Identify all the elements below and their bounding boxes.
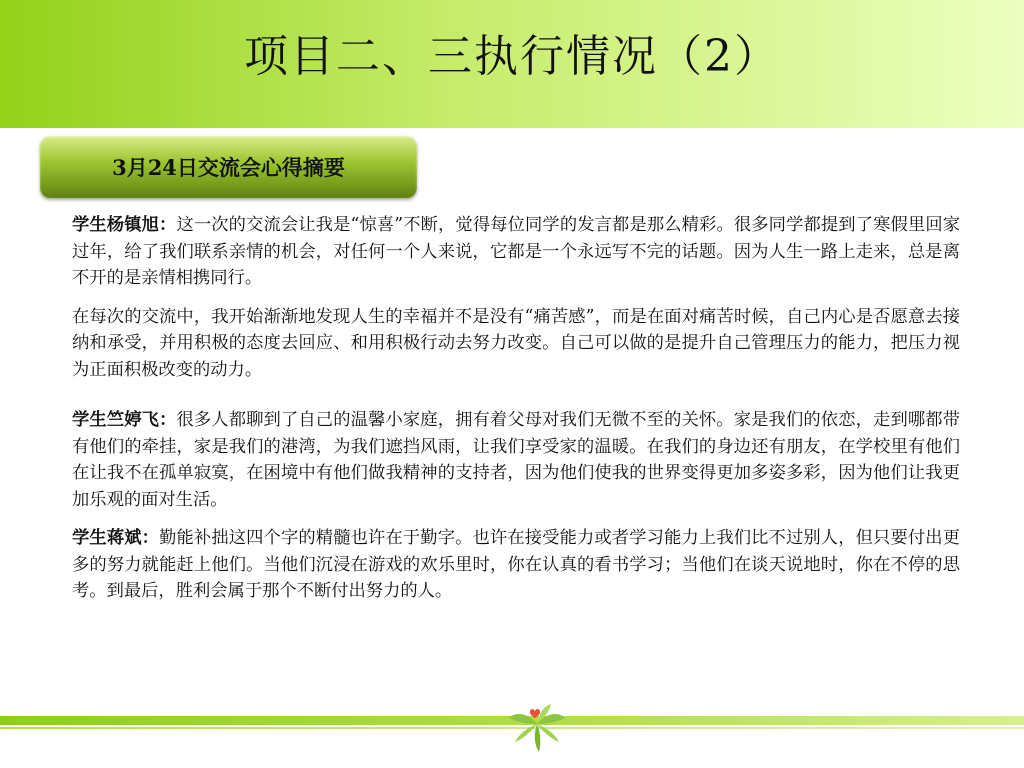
paragraph-text: 这一次的交流会让我是“惊喜”不断，觉得每位同学的发言都是那么精彩。很多同学都提到了寒假里回家过年，给了我们联系亲情的机会，对任何一个人来说，它都是一个永远写不完的话题。因为人生一路上走来，总是离不开的是亲情相携同行。 — [72, 215, 960, 288]
paragraph-text: 很多人都聊到了自己的温馨小家庭，拥有着父母对我们无微不至的关怀。家是我们的依恋，走到哪都带有他们的牵挂，家是我们的港湾，为我们遮挡风雨，让我们享受家的温暖。在我们的身边还有朋友，在学校里有他们在让我不在孤单寂寞，在困境中有他们做我精神的支持者，因为他们使我的世界变得更加多姿多彩，因为他们让我更加乐观的面对生活。 — [72, 410, 960, 510]
paragraph-2 — [72, 304, 960, 384]
speaker-name: 学生竺婷飞： — [72, 410, 177, 430]
paragraph-text: 在每次的交流中，我开始渐渐地发现人生的幸福并不是没有“痛苦感”，而是在面对痛苦时候，自己内心是否愿意去接纳和承受，并用积极的态度去回应、和用积极行动去努力改变。自己可以做的是提升自己管理压力的能力，把压力视为正面积极改变的动力。 — [72, 306, 960, 380]
section-label-pill — [40, 136, 417, 198]
section-label: 3月24日交流会心得摘要 — [112, 155, 345, 180]
paragraph-1 — [72, 212, 960, 292]
content-area — [72, 212, 960, 605]
speaker-name: 学生蒋斌： — [72, 528, 160, 548]
paragraph-text: 勤能补拙这四个字的精髓也许在于勤字。也许在接受能力或者学习能力上我们比不过别人，但只要付出更多的努力就能赶上他们。当他们沉浸在游戏的欢乐里时，你在认真的看书学习；当他们在谈天说地时，你在不停的思考。到最后，胜利会属于那个不断付出努力的人。 — [72, 528, 960, 601]
speaker-name: 学生杨镇旭： — [72, 215, 177, 235]
paragraph-4 — [72, 525, 960, 605]
page-title: 项目二、三执行情况（2） — [244, 31, 780, 82]
paragraph-3 — [72, 407, 960, 513]
leaf-sprout-heart-logo-icon — [505, 690, 569, 754]
